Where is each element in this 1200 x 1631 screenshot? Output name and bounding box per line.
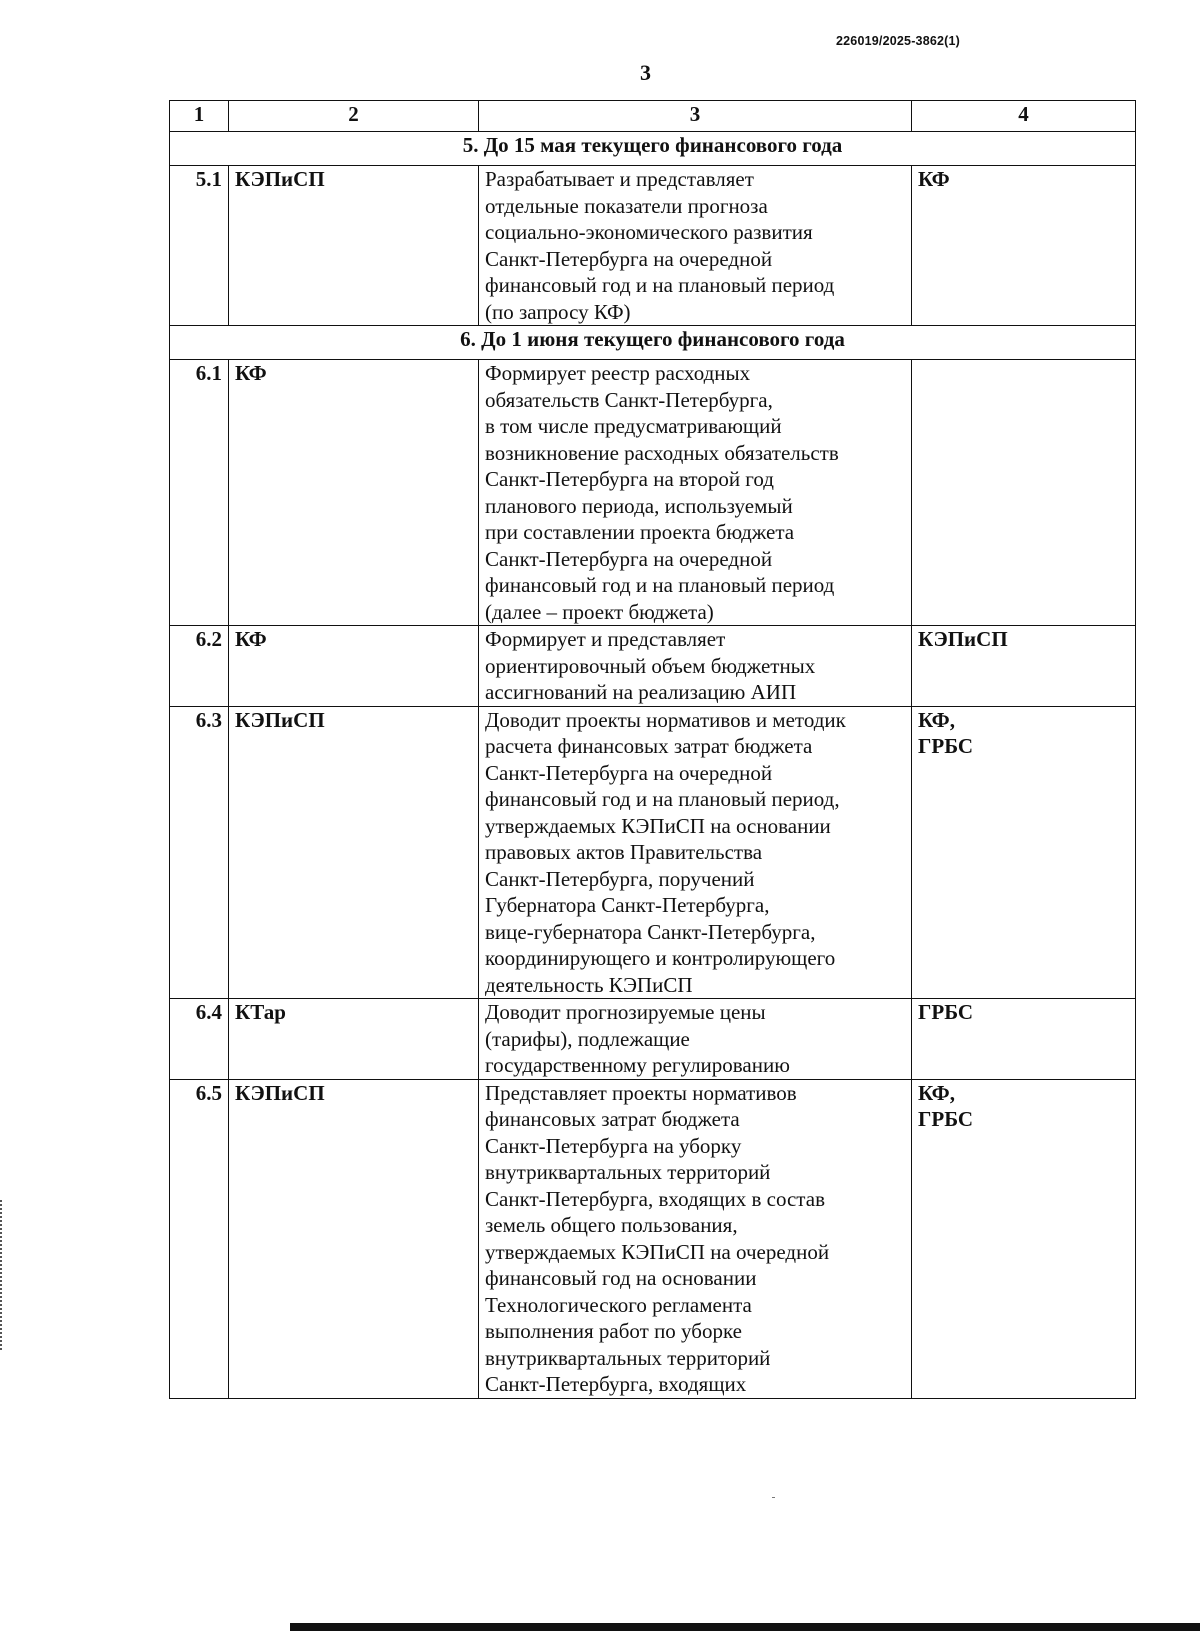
responsible-executor: КФ xyxy=(229,626,479,707)
action-line: деятельность КЭПиСП xyxy=(485,972,693,997)
action-line: финансовый год и на плановый период xyxy=(485,573,835,597)
item-number: 6.1 xyxy=(170,360,229,626)
co-executors xyxy=(912,626,1136,707)
responsible-executor: КЭПиСП xyxy=(229,166,479,326)
co-executors xyxy=(912,166,1136,326)
action-description xyxy=(479,706,912,999)
action-line: земель общего пользования, xyxy=(485,1213,738,1237)
item-number: 6.4 xyxy=(170,999,229,1080)
scan-speck xyxy=(772,1497,775,1498)
action-description xyxy=(479,626,912,707)
page-number: 3 xyxy=(640,60,651,85)
action-line: (по запросу КФ) xyxy=(485,299,631,324)
action-line: финансовый год на основании xyxy=(485,1266,757,1290)
action-description xyxy=(479,1079,912,1398)
co-executor: ГРБС xyxy=(918,1107,974,1131)
responsible-executor: КЭПиСП xyxy=(229,1079,479,1398)
co-executor: КФ xyxy=(918,167,950,191)
action-line: финансовый год и на плановый период, xyxy=(485,787,840,811)
responsible-executor: КФ xyxy=(229,360,479,626)
action-line: финансовый год и на плановый период xyxy=(485,273,835,297)
action-line: Представляет проекты нормативов xyxy=(485,1080,797,1105)
action-line: выполнения работ по уборке xyxy=(485,1319,742,1343)
action-description xyxy=(479,999,912,1080)
action-line: при составлении проекта бюджета xyxy=(485,520,795,544)
action-line: правовых актов Правительства xyxy=(485,840,763,864)
action-line: внутриквартальных территорий xyxy=(485,1160,771,1184)
action-line: Разрабатывает и представляет xyxy=(485,167,754,191)
section-title: 6. До 1 июня текущего финансового года xyxy=(170,326,1136,360)
action-line: Санкт-Петербурга на очередной xyxy=(485,760,773,785)
action-line: финансовых затрат бюджета xyxy=(485,1107,740,1131)
action-line: ассигнований на реализацию АИП xyxy=(485,680,797,704)
action-line: Санкт-Петербурга, поручений xyxy=(485,866,755,891)
action-line: (тарифы), подлежащие xyxy=(485,1026,690,1051)
co-executor: ГРБС xyxy=(918,1000,974,1024)
co-executor: КФ, xyxy=(918,707,955,732)
section-header-row xyxy=(170,326,1136,360)
action-line: Доводит прогнозируемые цены xyxy=(485,1000,766,1024)
table-row xyxy=(170,999,1136,1080)
table-row xyxy=(170,626,1136,707)
column-header: 1 xyxy=(170,101,229,132)
responsible-executor: КЭПиСП xyxy=(229,706,479,999)
item-number: 5.1 xyxy=(170,166,229,326)
action-line: ориентировочный объем бюджетных xyxy=(485,653,816,678)
action-line: Технологического регламента xyxy=(485,1292,752,1317)
action-line: отдельные показатели прогноза xyxy=(485,193,768,218)
action-line: Формирует и представляет xyxy=(485,627,726,651)
column-header: 4 xyxy=(912,101,1136,132)
action-line: координирующего и контролирующего xyxy=(485,946,836,970)
co-executors xyxy=(912,706,1136,999)
action-line: Санкт-Петербурга, входящих в состав xyxy=(485,1186,825,1211)
action-line: возникновение расходных обязательств xyxy=(485,440,839,465)
item-number: 6.2 xyxy=(170,626,229,707)
item-number: 6.3 xyxy=(170,706,229,999)
action-line: Санкт-Петербурга на очередной xyxy=(485,246,773,271)
action-line: утверждаемых КЭПиСП на основании xyxy=(485,813,831,838)
item-number: 6.5 xyxy=(170,1079,229,1398)
action-line: государственному регулированию xyxy=(485,1053,790,1077)
action-description xyxy=(479,360,912,626)
table-row xyxy=(170,706,1136,999)
column-header: 2 xyxy=(229,101,479,132)
scan-edge-mark xyxy=(0,1200,4,1350)
action-line: планового периода, используемый xyxy=(485,493,793,518)
section-title: 5. До 15 мая текущего финансового года xyxy=(170,132,1136,166)
co-executors xyxy=(912,1079,1136,1398)
action-line: (далее – проект бюджета) xyxy=(485,599,714,624)
registration-number: 226019/2025-3862(1) xyxy=(836,34,961,48)
action-line: Доводит проекты нормативов и методик xyxy=(485,707,846,732)
co-executors xyxy=(912,999,1136,1080)
co-executor: КФ, xyxy=(918,1080,955,1105)
co-executor: ГРБС xyxy=(918,734,974,758)
action-line: Санкт-Петербурга на очередной xyxy=(485,546,773,571)
column-header: 3 xyxy=(479,101,912,132)
action-description xyxy=(479,166,912,326)
table-row xyxy=(170,1079,1136,1398)
table-body xyxy=(170,132,1136,1399)
table-row xyxy=(170,360,1136,626)
action-line: вице-губернатора Санкт-Петербурга, xyxy=(485,919,816,944)
action-line: внутриквартальных территорий xyxy=(485,1345,771,1370)
action-line: Губернатора Санкт-Петербурга, xyxy=(485,893,770,917)
action-line: обязательств Санкт-Петербурга, xyxy=(485,387,773,412)
responsible-executor: КТар xyxy=(229,999,479,1080)
action-line: Санкт-Петербурга на второй год xyxy=(485,467,774,491)
action-line: расчета финансовых затрат бюджета xyxy=(485,734,813,758)
action-line: Формирует реестр расходных xyxy=(485,361,751,385)
section-header-row xyxy=(170,132,1136,166)
action-line: Санкт-Петербурга, входящих xyxy=(485,1372,747,1396)
column-number-row xyxy=(170,101,1136,132)
scan-bottom-border xyxy=(290,1623,1200,1631)
co-executors xyxy=(912,360,1136,626)
action-line: утверждаемых КЭПиСП на очередной xyxy=(485,1239,830,1264)
action-line: в том числе предусматривающий xyxy=(485,414,782,438)
co-executor: КЭПиСП xyxy=(918,627,1008,651)
action-line: Санкт-Петербурга на уборку xyxy=(485,1133,742,1158)
table-row xyxy=(170,166,1136,326)
schedule-table xyxy=(169,100,1136,1399)
action-line: социально-экономического развития xyxy=(485,220,813,244)
